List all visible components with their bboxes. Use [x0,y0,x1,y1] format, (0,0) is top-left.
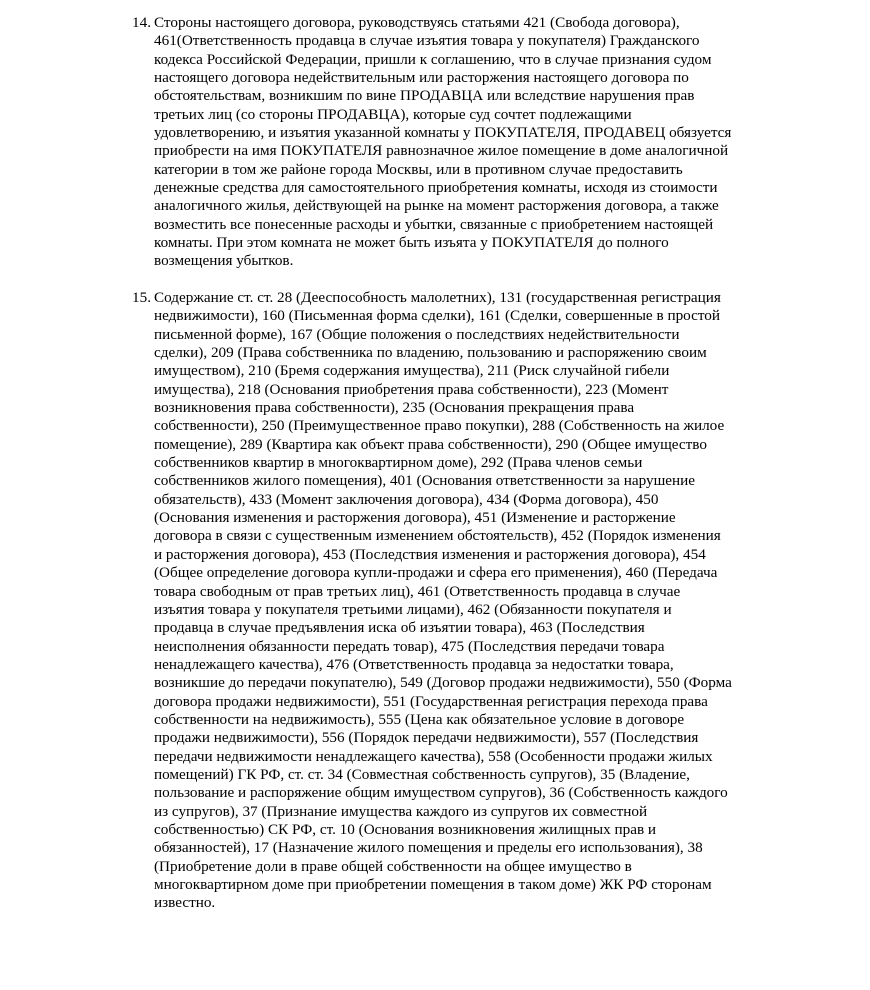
clause-number: 15. [132,289,151,306]
clause-number: 14. [132,14,151,31]
clause-15 [132,289,732,913]
clause-14 [132,14,732,271]
clause-text: Содержание ст. ст. 28 (Дееспособность малолетних), 131 (государственная регистрация недвижимости), 160 (Письменная форма сделки), 161 (Сделки, совершенные в простой письменной форме), 167 (Общие положения о последствиях недействительности сделки), 209 (Права собственника по владению, пользованию и распоряжению своим имуществом), 210 (Бремя содержания имущества), 211 (Риск случайной гибели имущества), 218 (Основания приобретения права собственности), 223 (Момент возникновения права собственности), 235 (Основания прекращения права собственности), 250 (Преимущественное право покупки), 288 (Собственность на жилое помещение), 289 (Квартира как объект права собственности), 290 (Общее имущество собственников квартир в многоквартирном доме), 292 (Права членов семьи собственников жилого помещения), 401 (Основания ответственности за нарушение обязательств), 433 (Момент заключения договора), 434 (Форма договора), 450 (Основания изменения и расторжения договора), 451 (Изменение и расторжение договора в связи с существенным изменением обстоятельств), 452 (Порядок изменения и расторжения договора), 453 (Последствия изменения и расторжения договора), 454 (Общее определение договора купли-продажи и сфера его применения), 460 (Передача товара свободным от прав третьих лиц), 461 (Ответственность продавца в случае изъятия товара у покупателя третьими лицами), 462 (Обязанности покупателя и продавца в случае предъявления иска об изъятии товара), 463 (Последствия неисполнения обязанности передать товар), 475 (Последствия передачи товара ненадлежащего качества), 476 (Ответственность продавца за недостатки товара, возникшие до передачи покупателю), 549 (Договор продажи недвижимости), 550 (Форма договора продажи недвижимости), 551 (Государственная регистрация перехода права собственности на недвижимость), 555 (Цена как обязательное условие в договоре продажи недвижимости), 556 (Порядок передачи недвижимости), 557 (Последствия передачи недвижимости ненадлежащего качества), 558 (Особенности продажи жилых помещений) ГК РФ, ст. ст. 34 (Совместная собственность супругов), 35 (Владение, пользование и распоряжение общим имуществом супругов), 36 (Собственность каждого из супругов), 37 (Признание имущества каждого из супругов их совместной собственностью) СК РФ, ст. 10 (Основания возникновения жилищных прав и обязанностей), 17 (Назначение жилого помещения и пределы его использования), 38 (Приобретение доли в праве общей собственности на общее имущество в многоквартирном доме при приобретении помещения в таком доме) ЖК РФ сторонам известно. [154,289,732,912]
clause-text: Стороны настоящего договора, руководствуясь статьями 421 (Свобода договора), 461(Ответственность продавца в случае изъятия товара у покупателя) Гражданского кодекса Российской Федерации, пришли к соглашению, что в случае признания судом настоящего договора недействительным или расторжения настоящего договора по обстоятельствам, возникшим по вине ПРОДАВЦА или вследствие нарушения прав третьих лиц (со стороны ПРОДАВЦА), которые суд сочтет подлежащими удовлетворению, и изъятия указанной комнаты у ПОКУПАТЕЛЯ, ПРОДАВЕЦ обязуется приобрести на имя ПОКУПАТЕЛЯ равнозначное жилое помещение в доме аналогичной категории в том же районе города Москвы, или в противном случае предоставить денежные средства для самостоятельного приобретения комнаты, исходя из стоимости аналогичного жилья, действующей на рынке на момент расторжения договора, а также возместить все понесенные расходы и убытки, связанные с приобретением настоящей комнаты. При этом комната не может быть изъята у ПОКУПАТЕЛЯ до полного возмещения убытков. [154,14,732,270]
